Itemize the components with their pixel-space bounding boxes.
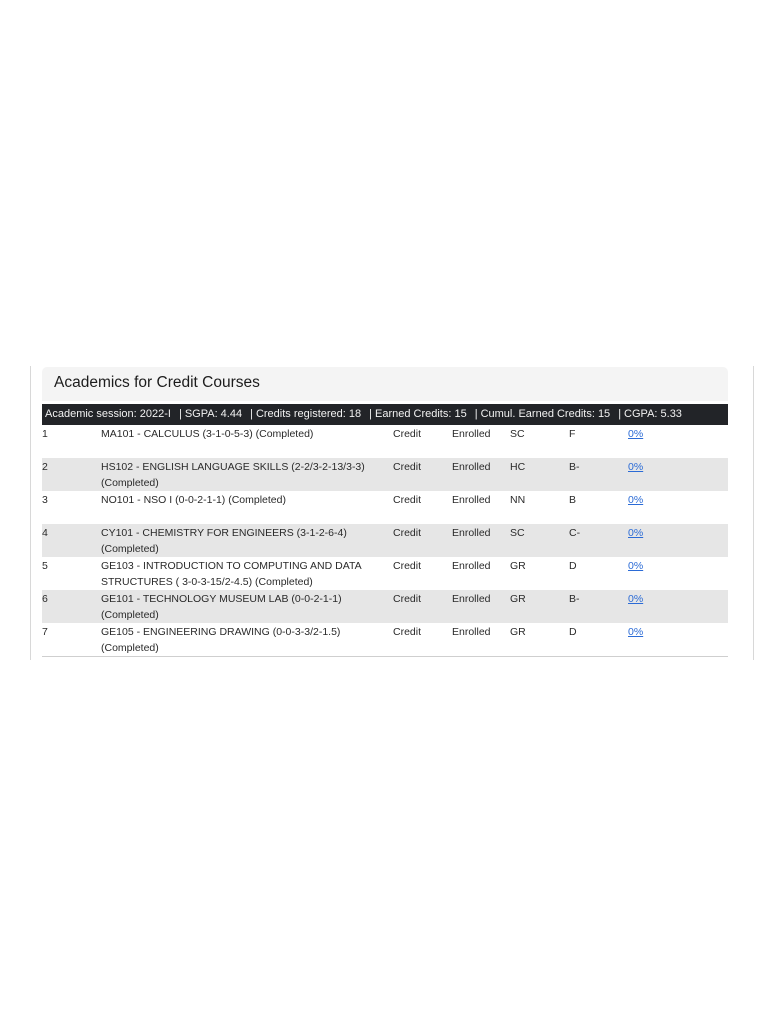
separator: |: [618, 408, 622, 420]
attendance-link[interactable]: 0%: [628, 560, 644, 572]
course-name: GE105 - ENGINEERING DRAWING (0-0-3-3/2-1.5) (Completed): [101, 626, 341, 654]
course-number: 3: [42, 494, 48, 506]
course-category: SC: [510, 527, 525, 539]
course-category: GR: [510, 560, 526, 572]
course-name: NO101 - NSO I (0-0-2-1-1) (Completed): [101, 494, 286, 506]
course-type: Credit: [393, 560, 422, 572]
table-row: [42, 491, 728, 524]
separator: |: [369, 408, 372, 420]
course-type: Credit: [393, 494, 422, 506]
course-category: GR: [510, 626, 526, 638]
course-grade: B-: [569, 461, 580, 473]
course-grade: D: [569, 626, 577, 638]
course-type: Credit: [393, 527, 422, 539]
course-name: MA101 - CALCULUS (3-1-0-5-3) (Completed): [101, 428, 314, 440]
course-number: 5: [42, 560, 48, 572]
course-category: SC: [510, 428, 525, 440]
attendance-link[interactable]: 0%: [628, 428, 644, 440]
cgpa-value: CGPA: 5.33: [624, 408, 682, 420]
course-number: 7: [42, 626, 48, 638]
course-type: Credit: [393, 428, 422, 440]
course-number: 1: [42, 428, 48, 440]
course-grade: B-: [569, 593, 580, 605]
course-name: GE101 - TECHNOLOGY MUSEUM LAB (0-0-2-1-1) (Completed): [101, 593, 342, 621]
course-number: 4: [42, 527, 48, 539]
course-number: 2: [42, 461, 48, 473]
course-status: Enrolled: [452, 461, 491, 473]
course-category: NN: [510, 494, 526, 506]
course-grade: D: [569, 560, 577, 572]
course-name: HS102 - ENGLISH LANGUAGE SKILLS (2-2/3-2-13/3-3) (Completed): [101, 461, 365, 489]
course-category: HC: [510, 461, 526, 473]
session-label: Academic session: 2022-I: [45, 408, 171, 420]
course-name: CY101 - CHEMISTRY FOR ENGINEERS (3-1-2-6-4) (Completed): [101, 527, 347, 555]
course-table: [42, 425, 728, 657]
session-summary-bar: [42, 404, 728, 425]
earned-credits-value: Earned Credits: 15: [374, 408, 467, 420]
course-number: 6: [42, 593, 48, 605]
course-status: Enrolled: [452, 560, 491, 572]
course-grade: B: [569, 494, 577, 506]
course-grade: C-: [569, 527, 581, 539]
course-status: Enrolled: [452, 527, 491, 539]
course-type: Credit: [393, 593, 422, 605]
attendance-link[interactable]: 0%: [628, 593, 644, 605]
table-row: [42, 425, 728, 458]
table-row: [42, 623, 728, 657]
course-type: Credit: [393, 626, 422, 638]
separator: |: [474, 408, 478, 420]
course-grade: F: [569, 428, 576, 440]
table-row: [42, 524, 728, 557]
credits-registered-value: Credits registered: 18: [255, 408, 362, 420]
card-title: Academics for Credit Courses: [54, 374, 260, 391]
course-name: GE103 - INTRODUCTION TO COMPUTING AND DATA STRUCTURES ( 3-0-3-15/2-4.5) (Completed): [101, 560, 362, 588]
attendance-link[interactable]: 0%: [628, 494, 644, 506]
separator: |: [178, 408, 182, 420]
table-row: [42, 458, 728, 491]
sgpa-value: SGPA: 4.44: [184, 408, 243, 420]
card-header: [42, 367, 728, 401]
cumulative-earned-credits-value: Cumul. Earned Credits: 15: [480, 408, 611, 420]
course-status: Enrolled: [452, 593, 491, 605]
course-status: Enrolled: [452, 626, 491, 638]
attendance-link[interactable]: 0%: [628, 626, 644, 638]
course-status: Enrolled: [452, 428, 491, 440]
course-category: GR: [510, 593, 526, 605]
attendance-link[interactable]: 0%: [628, 527, 644, 539]
course-type: Credit: [393, 461, 422, 473]
attendance-link[interactable]: 0%: [628, 461, 644, 473]
course-status: Enrolled: [452, 494, 491, 506]
table-row: [42, 557, 728, 590]
separator: |: [250, 408, 253, 420]
table-row: [42, 590, 728, 623]
